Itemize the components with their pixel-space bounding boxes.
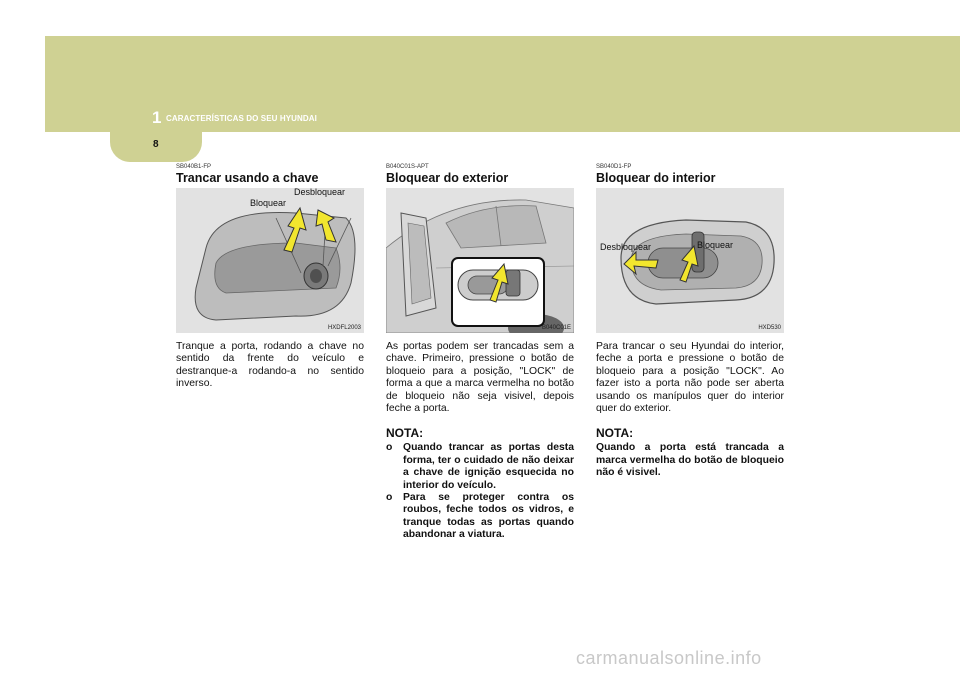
label-unlock: Desbloquear (600, 242, 652, 252)
section-lock-interior (596, 164, 784, 480)
section-key-lock (176, 164, 364, 391)
bullet-mark: o (386, 492, 393, 504)
car-door-illustration (386, 188, 574, 333)
section-code: SB040D1-FP (596, 164, 632, 170)
watermark: carmanualsonline.info (576, 648, 762, 668)
chapter-title: CARACTERÍSTICAS DO SEU HYUNDAI (166, 114, 318, 123)
nota-title: NOTA: (596, 426, 634, 441)
section-code: SB040B1-FP (176, 164, 212, 170)
section-heading: Bloquear do interior (596, 171, 716, 185)
label-unlock: Desbloquear (294, 188, 346, 197)
section-paragraph: Tranque a porta, rodando a chave no sentido da frente do veículo e destranque-a rodando-a no sentido inverso. (176, 341, 364, 390)
chapter-number: 1 (152, 108, 162, 127)
key-lock-illustration (176, 188, 364, 333)
figure-key-lock (176, 188, 364, 333)
section-heading: Trancar usando a chave (176, 171, 319, 185)
section-lock-exterior (386, 164, 574, 542)
interior-handle-illustration (596, 188, 784, 333)
label-lock: Bloquear (250, 198, 287, 208)
label-lock: Bloquear (697, 240, 734, 250)
section-code: B040C01S-APT (386, 164, 429, 170)
figure-lock-exterior (386, 188, 574, 333)
figure-code: HXD530 (758, 325, 781, 331)
page-number: 8 (153, 139, 159, 150)
section-heading: Bloquear do exterior (386, 171, 509, 185)
section-paragraph: As portas podem ser trancadas sem a chave. Primeiro, pressione o botão de bloqueio para a posição, "LOCK" de forma a que a marca vermelha no botão de bloqueio não seja visivel, depois feche a porta. (386, 341, 574, 415)
figure-lock-interior (596, 188, 784, 333)
section-paragraph: Para trancar o seu Hyundai do interior, feche a porta e pressione o botão de bloqueio para a posição "LOCK". Ao fazer isto a porta não pode ser aberta usando os manípulos quer do interior quer do exterior. (596, 341, 784, 415)
nota-title: NOTA: (386, 426, 424, 441)
figure-code: HXDFL2003 (327, 325, 361, 331)
figure-code: B040C01E (541, 325, 571, 331)
bullet-text: Quando trancar as portas desta forma, ter o cuidado de não deixar a chave de ignição esquecida no interior do veículo. (403, 442, 574, 491)
nota-text: Quando a porta está trancada a marca vermelha do botão de bloqueio não é visivel. (596, 442, 784, 479)
nota-bullet (386, 492, 574, 542)
bullet-mark: o (386, 442, 393, 454)
bullet-text: Para se proteger contra os roubos, feche todos os vidros, e tranque todas as portas quando abandonar a viatura. (403, 492, 574, 541)
nota-bullet (386, 442, 574, 492)
